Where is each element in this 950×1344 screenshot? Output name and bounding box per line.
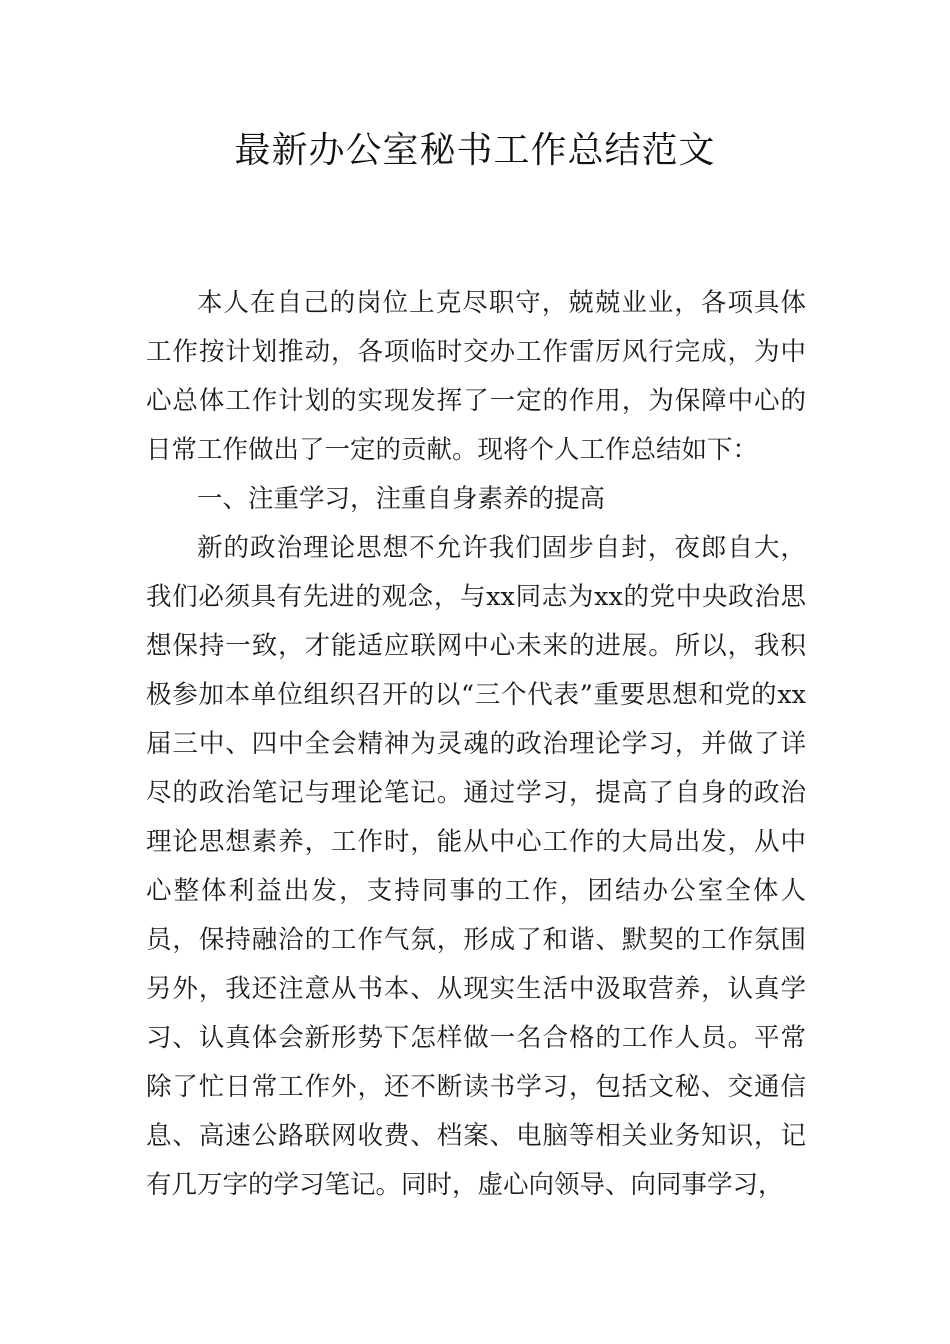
document-body bbox=[146, 279, 806, 1210]
section-paragraph-1: 新的政治理论思想不允许我们固步自封，夜郎自大，我们必须具有先进的观念，与xx同志为xx的党中央政治思想保持一致，才能适应联网中心未来的进展。所以，我积极参加本单位组织召开的以“三个代表”重要思想和党的xx届三中、四中全会精神为灵魂的政治理论学习，并做了详尽的政治笔记与理论笔记。通过学习，提高了自身的政治理论思想素养，工作时，能从中心工作的大局出发，从中心整体利益出发，支持同事的工作，团结办公室全体人员，保持融洽的工作气氛，形成了和谐、默契的工作氛围 另外，我还注意从书本、从现实生活中汲取营养，认真学习、认真体会新形势下怎样做一名合格的工作人员。平常除了忙日常工作外，还不断读书学习，包括文秘、交通信息、高速公路联网收费、档案、电脑等相关业务知识，记有几万字的学习笔记。同时，虚心向领导、向同事学习， bbox=[146, 533, 806, 1200]
section-heading-1: 一、注重学习，注重自身素养的提高 bbox=[197, 484, 606, 514]
document-title: 最新办公室秘书工作总结范文 bbox=[234, 130, 716, 171]
intro-paragraph: 本人在自己的岗位上克尽职守，兢兢业业，各项具体工作按计划推动，各项临时交办工作雷厉风行完成，为中心总体工作计划的实现发挥了一定的作用，为保障中心的日常工作做出了一定的贡献。现将个人工作总结如下： bbox=[146, 288, 806, 465]
